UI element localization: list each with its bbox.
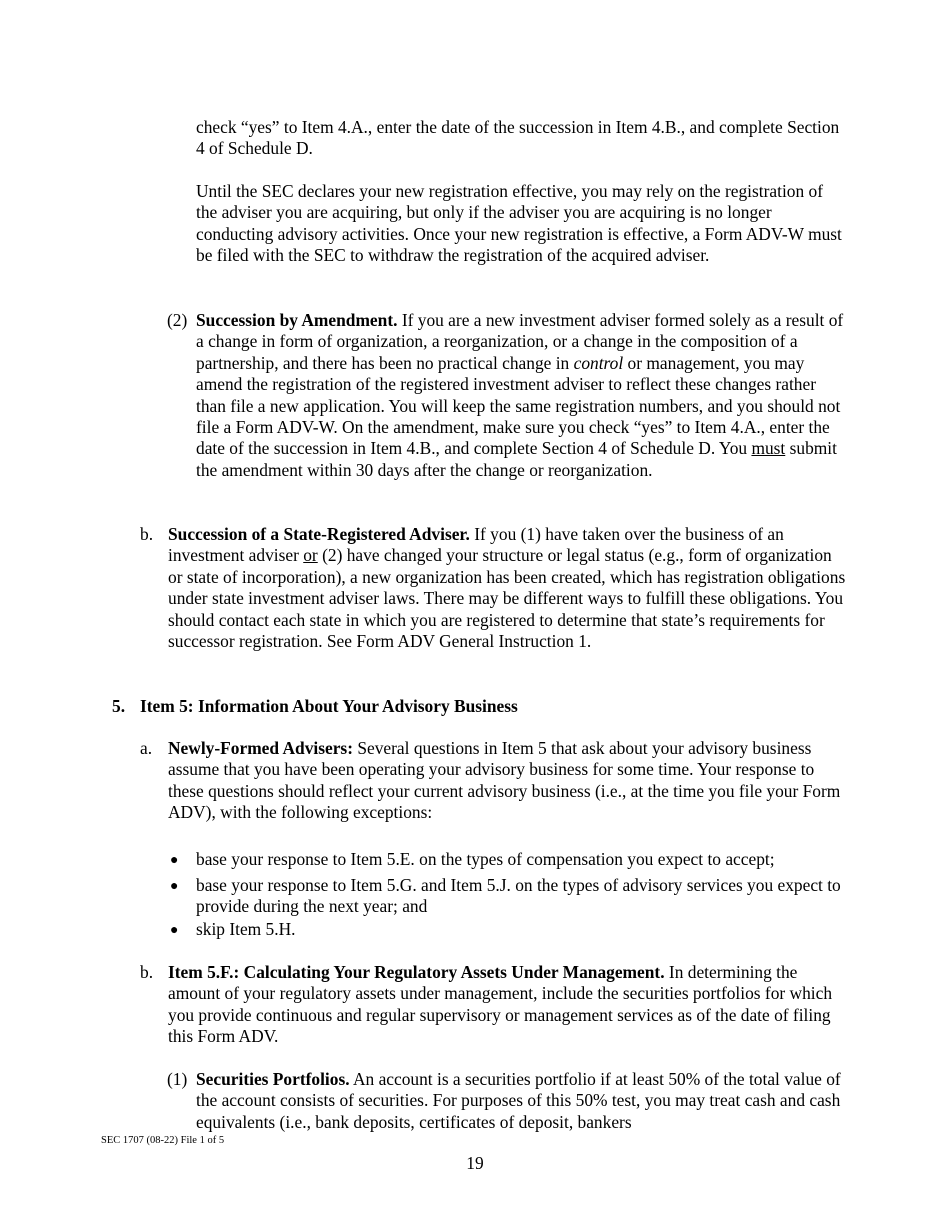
section-5-number: 5. <box>112 696 126 716</box>
bullet-icon: ● <box>170 853 179 868</box>
bullet-icon: ● <box>170 879 179 894</box>
item-b-state-title: Succession of a State-Registered Adviser. <box>168 524 470 544</box>
item-2-italic: control <box>573 352 624 373</box>
item-5b-text: In determining the amount of your regulatory assets under management, include the securities portfolios for which you provide continuous and regular supervisory or management services as of the date of filing this Form ADV. <box>168 962 833 1047</box>
item-5a-bullet-2: base your response to Item 5.G. and Item 5.J. on the types of advisory services you expect to provide during the next year; and <box>196 875 841 917</box>
page-number: 19 <box>466 1153 484 1173</box>
item-b-state-letter: b. <box>140 524 154 544</box>
item-b-state-text-2: (2) have changed your structure or legal status (e.g., form of organization or state of incorporation), a new organization has been created, which has registration obligations under state investment adviser laws. There may be different ways to fulfill these obligations. You should contact each state in which you are registered to determine that state’s requirements for successor registration. See Form ADV General Instruction 1. <box>168 545 846 652</box>
bullet-icon: ● <box>170 923 179 938</box>
item-5a-title: Newly-Formed Advisers: <box>168 738 353 758</box>
item-5a-bullet-3: skip Item 5.H. <box>196 919 296 939</box>
item-2-text-2: or management, you may amend the registration of the registered investment adviser to reflect these changes rather than file a new application. You will keep the same registration numbers, and you should not file a Form ADV-W. On the amendment, make sure you check “yes” to Item 4.A., enter the date of the succession in Item 4.B., and complete Section 4 of Schedule D. You <box>196 352 841 459</box>
item-5b1-paragraph <box>196 1069 846 1133</box>
item-b-state-paragraph <box>168 524 848 652</box>
item-5b-title: Item 5.F.: Calculating Your Regulatory Assets Under Management. <box>168 962 665 982</box>
item-5b-paragraph <box>168 962 848 1048</box>
item-2-paragraph <box>196 310 846 481</box>
intro-paragraph-1: check “yes” to Item 4.A., enter the date of the succession in Item 4.B., and complete Section 4 of Schedule D. <box>196 117 840 159</box>
item-5b1-text: An account is a securities portfolio if at least 50% of the total value of the account consists of securities. For purposes of this 50% test, you may treat cash and cash equivalents (i.e., bank deposits, certificates of deposit, bankers <box>196 1069 841 1132</box>
item-5b-letter: b. <box>140 962 154 982</box>
item-2-underline: must <box>751 438 786 459</box>
item-2-title: Succession by Amendment. <box>196 310 398 330</box>
form-footer: SEC 1707 (08-22) File 1 of 5 <box>101 1135 225 1146</box>
item-5a-paragraph <box>168 738 848 824</box>
item-2-number: (2) <box>167 310 188 330</box>
item-5b1-title: Securities Portfolios. <box>196 1069 350 1089</box>
item-5a-bullet-1: base your response to Item 5.E. on the types of compensation you expect to accept; <box>196 849 775 869</box>
item-2-text: If you are a new investment adviser formed solely as a result of a change in form of organization, a reorganization, or a change in the composition of a partnership, and there has been no practical change in <box>196 310 844 373</box>
item-2-text-3: submit the amendment within 30 days after the change or reorganization. <box>196 438 837 480</box>
item-5a-text: Several questions in Item 5 that ask about your advisory business assume that you have been operating your advisory business for some time. Your response to these questions should reflect your current advisory business (i.e., at the time you file your Form ADV), with the following exceptions: <box>168 738 841 823</box>
intro-paragraph-2: Until the SEC declares your new registration effective, you may rely on the registration of the adviser you are acquiring, but only if the adviser you are acquiring is no longer conducting advisory activities. Once your new registration is effective, a Form ADV-W must be filed with the SEC to withdraw the registration of the acquired adviser. <box>196 181 842 266</box>
section-5-heading: Item 5: Information About Your Advisory Business <box>140 696 518 716</box>
item-b-state-text: If you (1) have taken over the business of an investment adviser <box>168 524 784 566</box>
item-5b1-number: (1) <box>167 1069 188 1089</box>
item-b-state-underline: or <box>303 545 318 566</box>
item-5a-letter: a. <box>140 738 153 758</box>
